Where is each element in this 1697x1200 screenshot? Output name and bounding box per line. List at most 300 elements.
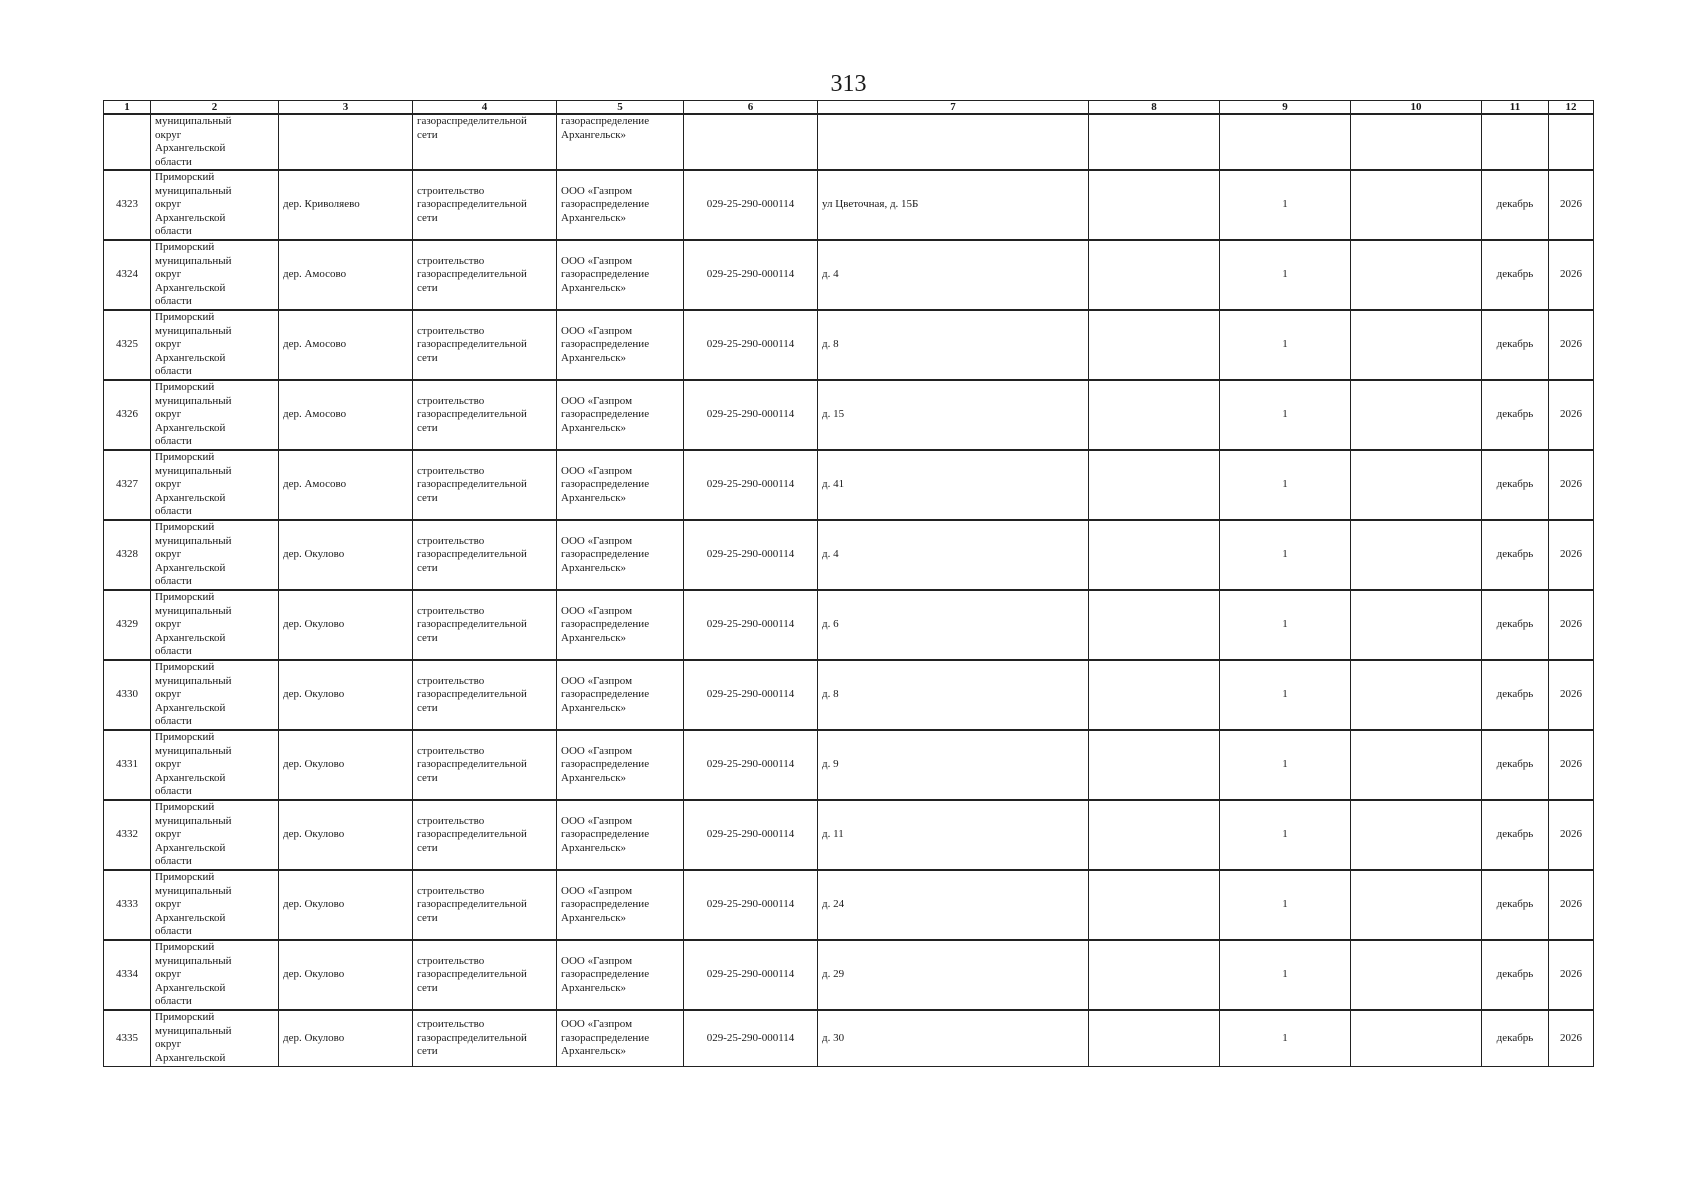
cell-year bbox=[1549, 170, 1594, 240]
table-row bbox=[104, 800, 1594, 870]
cell-number bbox=[104, 170, 151, 240]
cell-org bbox=[557, 114, 684, 170]
cell-text: Приморский муниципальный округ Архангельской области bbox=[155, 521, 232, 588]
cell-text: дер. Окулово bbox=[283, 898, 345, 911]
cell-text: 2026 bbox=[1560, 268, 1582, 281]
cell-place bbox=[279, 590, 413, 660]
table-header bbox=[104, 101, 1594, 115]
cell-code bbox=[684, 940, 818, 1010]
cell-text: 1 bbox=[1282, 968, 1288, 981]
cell-year bbox=[1549, 380, 1594, 450]
cell-year bbox=[1549, 310, 1594, 380]
cell-text: дер. Окулово bbox=[283, 688, 345, 701]
cell-text: 029-25-290-000114 bbox=[706, 758, 795, 771]
cell-code bbox=[684, 730, 818, 800]
cell-text: 029-25-290-000114 bbox=[706, 618, 795, 631]
cell-text: д. 11 bbox=[822, 828, 844, 841]
register-table bbox=[103, 100, 1594, 1067]
cell-month bbox=[1482, 940, 1549, 1010]
cell-text: ООО «Газпром газораспределение Архангельск» bbox=[561, 254, 650, 294]
cell-address bbox=[818, 170, 1089, 240]
cell-text: ООО «Газпром газораспределение Архангельск» bbox=[561, 744, 650, 784]
cell-month bbox=[1482, 800, 1549, 870]
cell-text: декабрь bbox=[1496, 828, 1534, 841]
cell-text: 4334 bbox=[116, 968, 138, 981]
cell-number bbox=[104, 730, 151, 800]
cell-text: ООО «Газпром газораспределение Архангельск» bbox=[561, 394, 650, 434]
cell-text: строительство газораспределительной сети bbox=[417, 674, 527, 714]
cell-col8 bbox=[1089, 240, 1220, 310]
cell-text: ООО «Газпром газораспределение Архангельск» bbox=[561, 954, 650, 994]
cell-month bbox=[1482, 380, 1549, 450]
cell-text: д. 6 bbox=[822, 618, 839, 631]
cell-text: дер. Амосово bbox=[283, 338, 347, 351]
table-row bbox=[104, 660, 1594, 730]
cell-text: Приморский муниципальный округ Архангельской области bbox=[155, 311, 232, 378]
cell-text: муниципальный округ Архангельской области bbox=[155, 115, 232, 168]
cell-col10 bbox=[1351, 800, 1482, 870]
cell-work bbox=[413, 940, 557, 1010]
cell-col8 bbox=[1089, 870, 1220, 940]
cell-address bbox=[818, 590, 1089, 660]
cell-text: 1 bbox=[1282, 618, 1288, 631]
cell-number bbox=[104, 940, 151, 1010]
cell-place bbox=[279, 940, 413, 1010]
cell-work bbox=[413, 380, 557, 450]
cell-text: 1 bbox=[1282, 898, 1288, 911]
cell-code bbox=[684, 450, 818, 520]
cell-year bbox=[1549, 870, 1594, 940]
cell-text: декабрь bbox=[1496, 338, 1534, 351]
cell-text: дер. Амосово bbox=[283, 478, 347, 491]
cell-district bbox=[151, 660, 279, 730]
table-row bbox=[104, 590, 1594, 660]
cell-text: декабрь bbox=[1496, 198, 1534, 211]
cell-year bbox=[1549, 520, 1594, 590]
cell-district bbox=[151, 940, 279, 1010]
cell-text: 2026 bbox=[1560, 1031, 1582, 1044]
cell-year bbox=[1549, 940, 1594, 1010]
table-row bbox=[104, 520, 1594, 590]
cell-year bbox=[1549, 590, 1594, 660]
cell-number bbox=[104, 590, 151, 660]
table-body bbox=[104, 114, 1594, 1066]
cell-text: Приморский муниципальный округ Архангельской области bbox=[155, 801, 232, 868]
cell-col8 bbox=[1089, 730, 1220, 800]
cell-text: ул Цветочная, д. 15Б bbox=[822, 198, 919, 211]
cell-code bbox=[684, 310, 818, 380]
cell-district bbox=[151, 1010, 279, 1066]
cell-text: 029-25-290-000114 bbox=[706, 828, 795, 841]
cell-text: д. 9 bbox=[822, 758, 839, 771]
cell-work bbox=[413, 114, 557, 170]
cell-code bbox=[684, 380, 818, 450]
cell-qty bbox=[1220, 590, 1351, 660]
cell-month bbox=[1482, 870, 1549, 940]
cell-place bbox=[279, 114, 413, 170]
cell-text: 029-25-290-000114 bbox=[706, 198, 795, 211]
cell-text: ООО «Газпром газораспределение Архангельск» bbox=[561, 604, 650, 644]
cell-address bbox=[818, 240, 1089, 310]
cell-qty bbox=[1220, 450, 1351, 520]
cell-work bbox=[413, 170, 557, 240]
cell-text: газораспределительной сети bbox=[417, 115, 527, 141]
cell-qty bbox=[1220, 240, 1351, 310]
cell-text: ООО «Газпром газораспределение Архангельск» bbox=[561, 534, 650, 574]
cell-text: 029-25-290-000114 bbox=[706, 478, 795, 491]
cell-text: дер. Окулово bbox=[283, 828, 345, 841]
cell-text: д. 29 bbox=[822, 968, 845, 981]
cell-month bbox=[1482, 660, 1549, 730]
cell-month bbox=[1482, 240, 1549, 310]
cell-col10 bbox=[1351, 170, 1482, 240]
cell-place bbox=[279, 800, 413, 870]
cell-org bbox=[557, 800, 684, 870]
cell-text: 4331 bbox=[116, 758, 138, 771]
cell-text: 029-25-290-000114 bbox=[706, 968, 795, 981]
cell-place bbox=[279, 450, 413, 520]
cell-text: 2026 bbox=[1560, 198, 1582, 211]
cell-place bbox=[279, 310, 413, 380]
cell-work bbox=[413, 450, 557, 520]
cell-qty bbox=[1220, 114, 1351, 170]
cell-address bbox=[818, 800, 1089, 870]
cell-org bbox=[557, 240, 684, 310]
cell-text: строительство газораспределительной сети bbox=[417, 394, 527, 434]
cell-code bbox=[684, 170, 818, 240]
cell-col8 bbox=[1089, 940, 1220, 1010]
cell-text: 1 bbox=[1282, 688, 1288, 701]
cell-text: строительство газораспределительной сети bbox=[417, 254, 527, 294]
cell-text: ООО «Газпром газораспределение Архангельск» bbox=[561, 884, 650, 924]
cell-org bbox=[557, 940, 684, 1010]
table-row bbox=[104, 940, 1594, 1010]
cell-col10 bbox=[1351, 590, 1482, 660]
cell-text: Приморский муниципальный округ Архангельской области bbox=[155, 661, 232, 728]
cell-text: строительство газораспределительной сети bbox=[417, 464, 527, 504]
cell-text: 029-25-290-000114 bbox=[706, 268, 795, 281]
cell-text: дер. Окулово bbox=[283, 618, 345, 631]
cell-number bbox=[104, 660, 151, 730]
table-row bbox=[104, 450, 1594, 520]
cell-col10 bbox=[1351, 240, 1482, 310]
cell-number bbox=[104, 800, 151, 870]
cell-col8 bbox=[1089, 660, 1220, 730]
cell-text: Приморский муниципальный округ Архангельской области bbox=[155, 941, 232, 1008]
column-header: 5 bbox=[557, 101, 684, 115]
column-header: 8 bbox=[1089, 101, 1220, 115]
cell-text: Приморский муниципальный округ Архангельской области bbox=[155, 171, 232, 238]
cell-district bbox=[151, 450, 279, 520]
cell-code bbox=[684, 1010, 818, 1066]
cell-text: 1 bbox=[1282, 338, 1288, 351]
cell-text: 2026 bbox=[1560, 338, 1582, 351]
cell-qty bbox=[1220, 310, 1351, 380]
cell-address bbox=[818, 520, 1089, 590]
cell-col8 bbox=[1089, 380, 1220, 450]
cell-text: 4327 bbox=[116, 478, 138, 491]
cell-text: 2026 bbox=[1560, 618, 1582, 631]
cell-text: декабрь bbox=[1496, 548, 1534, 561]
cell-place bbox=[279, 170, 413, 240]
cell-col8 bbox=[1089, 1010, 1220, 1066]
cell-number bbox=[104, 310, 151, 380]
cell-text: строительство газораспределительной сети bbox=[417, 954, 527, 994]
cell-text: 2026 bbox=[1560, 548, 1582, 561]
cell-district bbox=[151, 520, 279, 590]
cell-text: 029-25-290-000114 bbox=[706, 898, 795, 911]
cell-text: 029-25-290-000114 bbox=[706, 1031, 795, 1044]
cell-text: 1 bbox=[1282, 758, 1288, 771]
cell-code bbox=[684, 660, 818, 730]
cell-text: 4332 bbox=[116, 828, 138, 841]
cell-qty bbox=[1220, 800, 1351, 870]
cell-text: 1 bbox=[1282, 828, 1288, 841]
cell-text: декабрь bbox=[1496, 478, 1534, 491]
cell-text: дер. Окулово bbox=[283, 548, 345, 561]
cell-text: 4335 bbox=[116, 1031, 138, 1044]
continuation-row bbox=[104, 114, 1594, 170]
table-row bbox=[104, 170, 1594, 240]
column-number-row bbox=[104, 101, 1594, 115]
cell-org bbox=[557, 310, 684, 380]
cell-text: Приморский муниципальный округ Архангельской области bbox=[155, 381, 232, 448]
cell-code bbox=[684, 590, 818, 660]
cell-text: дер. Криволяево bbox=[283, 198, 360, 211]
table-row bbox=[104, 730, 1594, 800]
cell-text: 4333 bbox=[116, 898, 138, 911]
cell-text: д. 8 bbox=[822, 688, 839, 701]
cell-text: 029-25-290-000114 bbox=[706, 548, 795, 561]
cell-text: 1 bbox=[1282, 1031, 1288, 1044]
cell-text: 1 bbox=[1282, 268, 1288, 281]
cell-work bbox=[413, 730, 557, 800]
page-number: 313 bbox=[830, 71, 867, 97]
cell-col10 bbox=[1351, 660, 1482, 730]
cell-text: Приморский муниципальный округ Архангельской bbox=[155, 1011, 232, 1064]
column-header: 11 bbox=[1482, 101, 1549, 115]
cell-org bbox=[557, 450, 684, 520]
cell-text: д. 24 bbox=[822, 898, 845, 911]
cell-org bbox=[557, 380, 684, 450]
cell-district bbox=[151, 240, 279, 310]
cell-text: ООО «Газпром газораспределение Архангельск» bbox=[561, 184, 650, 224]
cell-district bbox=[151, 114, 279, 170]
cell-year bbox=[1549, 730, 1594, 800]
column-header: 1 bbox=[104, 101, 151, 115]
cell-month bbox=[1482, 450, 1549, 520]
cell-work bbox=[413, 520, 557, 590]
cell-col8 bbox=[1089, 450, 1220, 520]
cell-org bbox=[557, 660, 684, 730]
cell-district bbox=[151, 800, 279, 870]
cell-district bbox=[151, 380, 279, 450]
cell-month bbox=[1482, 730, 1549, 800]
cell-text: 4326 bbox=[116, 408, 138, 421]
cell-qty bbox=[1220, 380, 1351, 450]
cell-work bbox=[413, 240, 557, 310]
cell-place bbox=[279, 1010, 413, 1066]
cell-number bbox=[104, 114, 151, 170]
table-row bbox=[104, 1010, 1594, 1066]
cell-text: Приморский муниципальный округ Архангельской области bbox=[155, 451, 232, 518]
cell-text: 2026 bbox=[1560, 828, 1582, 841]
cell-text: 4325 bbox=[116, 338, 138, 351]
cell-address bbox=[818, 870, 1089, 940]
cell-month bbox=[1482, 310, 1549, 380]
cell-address bbox=[818, 450, 1089, 520]
cell-text: декабрь bbox=[1496, 408, 1534, 421]
cell-text: строительство газораспределительной сети bbox=[417, 1018, 527, 1057]
cell-text: строительство газораспределительной сети bbox=[417, 814, 527, 854]
cell-number bbox=[104, 450, 151, 520]
cell-text: строительство газораспределительной сети bbox=[417, 884, 527, 924]
cell-qty bbox=[1220, 940, 1351, 1010]
cell-year bbox=[1549, 1010, 1594, 1066]
cell-text: газораспределение Архангельск» bbox=[561, 115, 650, 141]
cell-text: строительство газораспределительной сети bbox=[417, 184, 527, 224]
cell-text: 1 bbox=[1282, 408, 1288, 421]
cell-org bbox=[557, 170, 684, 240]
cell-text: Приморский муниципальный округ Архангельской области bbox=[155, 731, 232, 798]
cell-text: дер. Амосово bbox=[283, 408, 347, 421]
cell-year bbox=[1549, 800, 1594, 870]
cell-col10 bbox=[1351, 940, 1482, 1010]
cell-district bbox=[151, 310, 279, 380]
cell-text: дер. Окулово bbox=[283, 758, 345, 771]
cell-text: 2026 bbox=[1560, 688, 1582, 701]
cell-address bbox=[818, 660, 1089, 730]
cell-place bbox=[279, 240, 413, 310]
cell-month bbox=[1482, 170, 1549, 240]
cell-col8 bbox=[1089, 590, 1220, 660]
cell-text: 4329 bbox=[116, 618, 138, 631]
cell-qty bbox=[1220, 170, 1351, 240]
cell-code bbox=[684, 240, 818, 310]
cell-text: Приморский муниципальный округ Архангельской области bbox=[155, 591, 232, 658]
cell-col8 bbox=[1089, 310, 1220, 380]
cell-text: д. 8 bbox=[822, 338, 839, 351]
table-row bbox=[104, 870, 1594, 940]
cell-address bbox=[818, 940, 1089, 1010]
cell-col10 bbox=[1351, 114, 1482, 170]
cell-text: 4324 bbox=[116, 268, 138, 281]
cell-year bbox=[1549, 450, 1594, 520]
cell-col8 bbox=[1089, 520, 1220, 590]
cell-number bbox=[104, 380, 151, 450]
cell-text: ООО «Газпром газораспределение Архангельск» bbox=[561, 464, 650, 504]
cell-text: ООО «Газпром газораспределение Архангельск» bbox=[561, 674, 650, 714]
cell-text: ООО «Газпром газораспределение Архангельск» bbox=[561, 814, 650, 854]
cell-code bbox=[684, 520, 818, 590]
cell-text: 4323 bbox=[116, 198, 138, 211]
cell-org bbox=[557, 590, 684, 660]
cell-number bbox=[104, 870, 151, 940]
column-header: 12 bbox=[1549, 101, 1594, 115]
cell-text: ООО «Газпром газораспределение Архангельск» bbox=[561, 324, 650, 364]
cell-place bbox=[279, 520, 413, 590]
cell-text: декабрь bbox=[1496, 688, 1534, 701]
cell-district bbox=[151, 870, 279, 940]
cell-text: Приморский муниципальный округ Архангельской области bbox=[155, 871, 232, 938]
cell-text: д. 4 bbox=[822, 268, 839, 281]
cell-month bbox=[1482, 590, 1549, 660]
cell-text: 029-25-290-000114 bbox=[706, 338, 795, 351]
cell-text: декабрь bbox=[1496, 618, 1534, 631]
cell-col10 bbox=[1351, 520, 1482, 590]
table-row bbox=[104, 380, 1594, 450]
cell-text: 2026 bbox=[1560, 968, 1582, 981]
cell-code bbox=[684, 870, 818, 940]
cell-org bbox=[557, 520, 684, 590]
cell-text: Приморский муниципальный округ Архангельской области bbox=[155, 241, 232, 308]
cell-work bbox=[413, 660, 557, 730]
cell-text: декабрь bbox=[1496, 1031, 1534, 1044]
cell-text: д. 30 bbox=[822, 1031, 845, 1044]
cell-text: 029-25-290-000114 bbox=[706, 688, 795, 701]
cell-qty bbox=[1220, 520, 1351, 590]
cell-org bbox=[557, 870, 684, 940]
cell-text: дер. Амосово bbox=[283, 268, 347, 281]
cell-address bbox=[818, 380, 1089, 450]
cell-col8 bbox=[1089, 114, 1220, 170]
cell-work bbox=[413, 870, 557, 940]
cell-text: ООО «Газпром газораспределение Архангельск» bbox=[561, 1018, 650, 1057]
cell-work bbox=[413, 310, 557, 380]
column-header: 10 bbox=[1351, 101, 1482, 115]
cell-qty bbox=[1220, 1010, 1351, 1066]
cell-work bbox=[413, 800, 557, 870]
cell-address bbox=[818, 114, 1089, 170]
cell-work bbox=[413, 590, 557, 660]
cell-year bbox=[1549, 660, 1594, 730]
cell-number bbox=[104, 240, 151, 310]
column-header: 2 bbox=[151, 101, 279, 115]
cell-org bbox=[557, 730, 684, 800]
cell-code bbox=[684, 800, 818, 870]
cell-month bbox=[1482, 114, 1549, 170]
cell-text: 1 bbox=[1282, 198, 1288, 211]
cell-number bbox=[104, 520, 151, 590]
cell-place bbox=[279, 870, 413, 940]
cell-district bbox=[151, 590, 279, 660]
cell-text: д. 4 bbox=[822, 548, 839, 561]
table-row bbox=[104, 240, 1594, 310]
cell-text: 2026 bbox=[1560, 898, 1582, 911]
column-header: 4 bbox=[413, 101, 557, 115]
cell-text: строительство газораспределительной сети bbox=[417, 534, 527, 574]
cell-place bbox=[279, 660, 413, 730]
cell-qty bbox=[1220, 660, 1351, 730]
cell-text: строительство газораспределительной сети bbox=[417, 324, 527, 364]
cell-year bbox=[1549, 240, 1594, 310]
cell-district bbox=[151, 730, 279, 800]
cell-work bbox=[413, 1010, 557, 1066]
cell-text: 1 bbox=[1282, 478, 1288, 491]
cell-district bbox=[151, 170, 279, 240]
cell-qty bbox=[1220, 870, 1351, 940]
cell-text: д. 41 bbox=[822, 478, 845, 491]
cell-col10 bbox=[1351, 870, 1482, 940]
cell-text: декабрь bbox=[1496, 968, 1534, 981]
cell-month bbox=[1482, 520, 1549, 590]
column-header: 6 bbox=[684, 101, 818, 115]
cell-year bbox=[1549, 114, 1594, 170]
cell-text: 2026 bbox=[1560, 408, 1582, 421]
cell-code bbox=[684, 114, 818, 170]
cell-place bbox=[279, 730, 413, 800]
cell-text: 2026 bbox=[1560, 478, 1582, 491]
